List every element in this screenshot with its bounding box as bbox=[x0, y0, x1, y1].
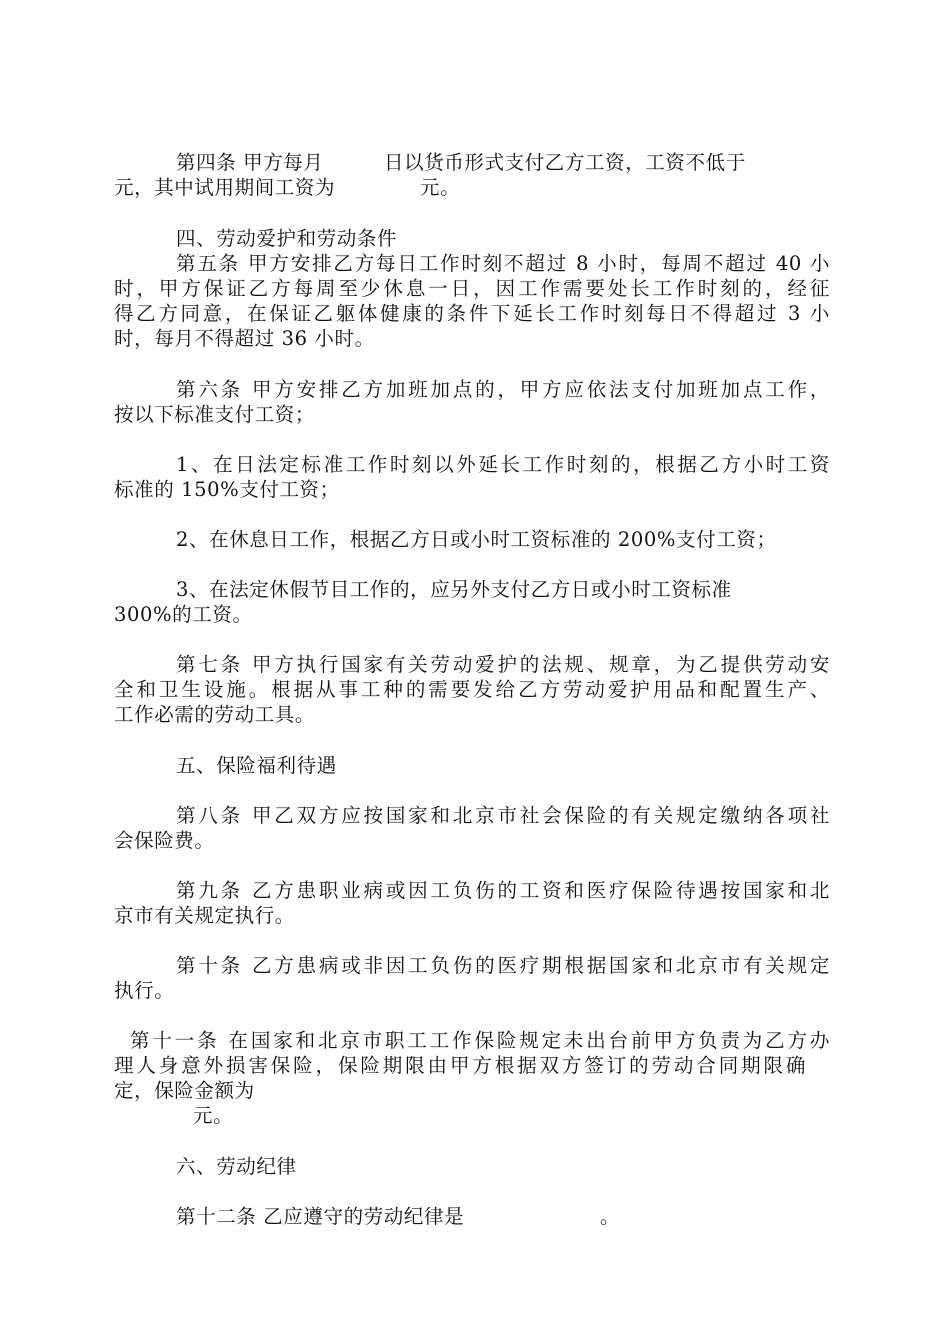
article-4-line-1a: 第四条 甲方每月 bbox=[176, 151, 324, 174]
item-2-line-1: 2、在休息日工作，根据乙方日或小时工资标准的 200%支付工资； bbox=[176, 528, 777, 551]
article-11-line-1: 第十一条 在国家和北京市职工工作保险规定未出台前甲方负责为乙方办 bbox=[130, 1029, 830, 1052]
item-1-line-1: 1、在日法定标准工作时刻以外延长工作时刻的，根据乙方小时工资 bbox=[176, 453, 830, 476]
article-7-line-1: 第七条 甲方执行国家有关劳动爱护的法规、规章，为乙提供劳动安 bbox=[176, 653, 830, 676]
article-10-line-2: 执行。 bbox=[114, 979, 175, 1002]
article-9-line-1: 第九条 乙方患职业病或因工负伤的工资和医疗保险待遇按国家和北 bbox=[176, 879, 830, 902]
article-11-line-4: 元。 bbox=[193, 1104, 234, 1127]
article-5-line-1: 第五条 甲方安排乙方每日工作时刻不超过 8 小时，每周不超过 40 小 bbox=[176, 252, 830, 275]
article-5-line-3: 得乙方同意，在保证乙躯体健康的条件下延长工作时刻每日不得超过 3 小 bbox=[114, 302, 830, 325]
article-7-line-2: 全和卫生设施。根据从事工种的需要发给乙方劳动爱护用品和配置生产、 bbox=[114, 678, 830, 701]
article-8-line-1: 第八条 甲乙双方应按国家和北京市社会保险的有关规定缴纳各项社 bbox=[176, 804, 830, 827]
article-4-line-1b: 日以货币形式支付乙方工资，工资不低于 bbox=[384, 151, 746, 174]
section-6-heading: 六、劳动纪律 bbox=[176, 1155, 297, 1178]
article-4-line-2a: 元，其中试用期间工资为 bbox=[114, 176, 336, 199]
item-3-line-2: 300%的工资。 bbox=[114, 603, 253, 626]
article-10-line-1: 第十条 乙方患病或非因工负伤的医疗期根据国家和北京市有关规定 bbox=[176, 954, 830, 977]
article-8-line-2: 会保险费。 bbox=[114, 829, 215, 852]
item-3-line-1: 3、在法定休假节目工作的，应另外支付乙方日或小时工资标准 bbox=[176, 578, 732, 601]
article-11-line-2: 理人身意外损害保险，保险期限由甲方根据双方签订的劳动合同期限确 bbox=[114, 1054, 806, 1077]
item-1-line-2: 标准的 150%支付工资； bbox=[114, 478, 340, 501]
section-4-heading: 四、劳动爱护和劳动条件 bbox=[176, 227, 398, 250]
article-5-line-2: 时，甲方保证乙方每周至少休息一日，因工作需要处长工作时刻的，经征 bbox=[114, 277, 830, 300]
article-6-line-1: 第六条 甲方安排乙方加班加点的，甲方应依法支付加班加点工作， bbox=[176, 378, 830, 401]
article-11-line-3: 定，保险金额为 bbox=[114, 1079, 255, 1102]
article-12-line-1b: 。 bbox=[600, 1205, 621, 1228]
article-7-line-3: 工作必需的劳动工具。 bbox=[114, 703, 316, 726]
article-12-line-1a: 第十二条 乙应遵守的劳动纪律是 bbox=[176, 1205, 465, 1228]
article-6-line-2: 按以下标准支付工资； bbox=[114, 403, 316, 426]
article-9-line-2: 京市有关规定执行。 bbox=[114, 904, 295, 927]
article-5-line-4: 时，每月不得超过 36 小时。 bbox=[114, 327, 375, 350]
section-5-heading: 五、保险福利待遇 bbox=[176, 754, 337, 777]
article-4-line-2b: 元。 bbox=[420, 176, 461, 199]
